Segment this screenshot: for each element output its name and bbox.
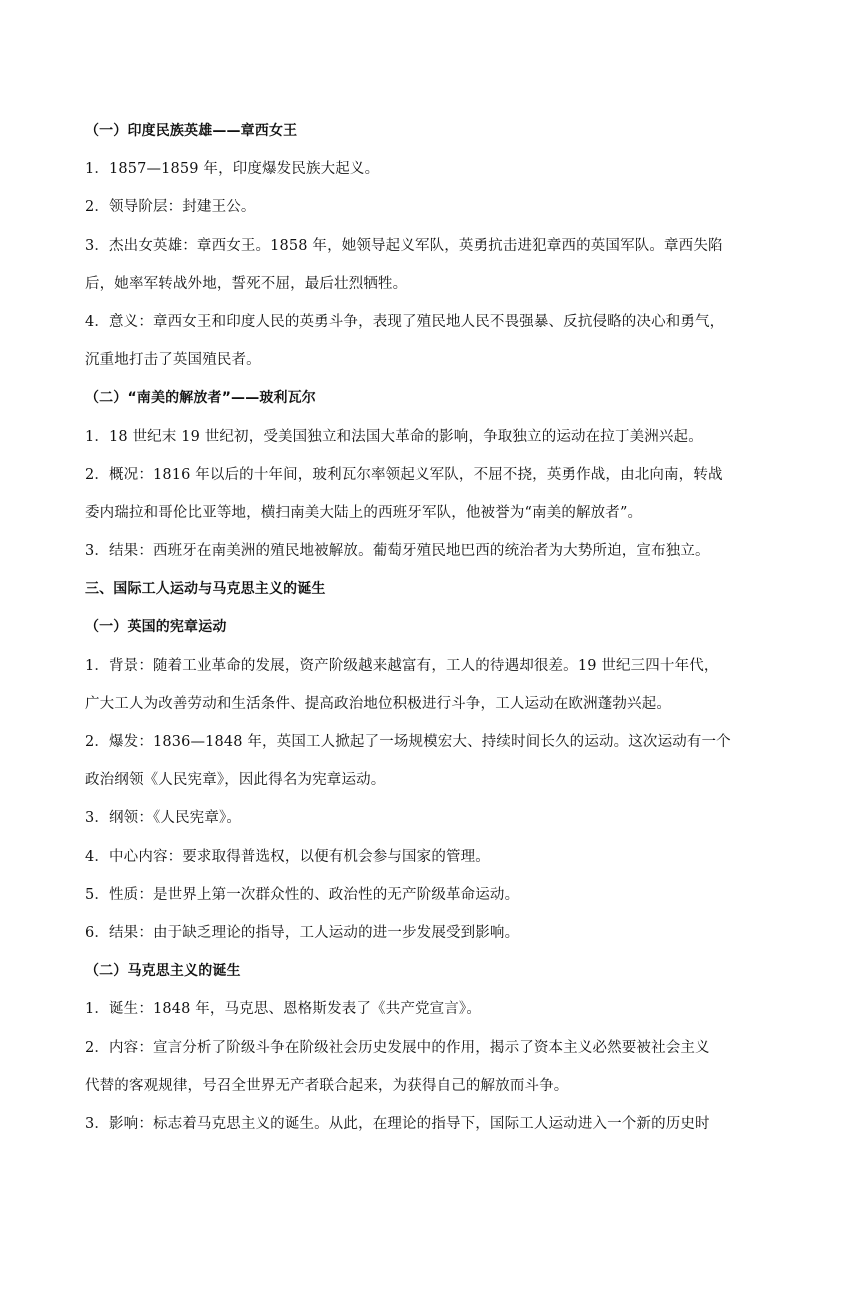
section-heading: （一）英国的宪章运动: [85, 619, 227, 636]
text-line: 代替的客观规律，号召全世界无产者联合起来，为获得自己的解放而斗争。: [85, 1077, 569, 1094]
text-line: 3．纲领：《人民宪章》。: [85, 810, 242, 827]
section-heading: （一）印度民族英雄——章西女王: [85, 123, 298, 139]
text-line: 4．中心内容：要求取得普选权，以便有机会参与国家的管理。: [85, 848, 490, 865]
text-line: 沉重地打击了英国殖民者。: [85, 352, 261, 369]
text-line: 政治纲领《人民宪章》，因此得名为宪章运动。: [85, 772, 386, 789]
text-line: 2．爆发：1836—1848 年，英国工人掀起了一场规模宏大、持续时间长久的运动。这次运动有一个: [85, 734, 731, 750]
text-line: 2．领导阶层：封建王公。: [85, 199, 256, 216]
text-line: 3．结果：西班牙在南美洲的殖民地被解放。葡萄牙殖民地巴西的统治者为大势所迫，宣布独立。: [85, 543, 710, 560]
text-line: 1．背景：随着工业革命的发展，资产阶级越来越富有，工人的待遇却很差。19 世纪三四十年代，: [85, 657, 719, 674]
text-line: 委内瑞拉和哥伦比亚等地，横扫南美大陆上的西班牙军队，他被誉为“南美的解放者”。: [85, 504, 643, 521]
text-line: 3．杰出女英雄：章西女王。1858 年，她领导起义军队，英勇抗击进犯章西的英国军队。章西失陷: [85, 237, 723, 254]
section-heading: （二）马克思主义的诞生: [85, 963, 241, 980]
text-line: 2．内容：宣言分析了阶级斗争在阶级社会历史发展中的作用，揭示了资本主义必然要被社会主义: [85, 1039, 710, 1056]
chapter-heading: 三、国际工人运动与马克思主义的诞生: [85, 581, 326, 598]
text-line: 1．1857—1859 年，印度爆发民族大起义。: [85, 161, 380, 178]
text-line: 3．影响：标志着马克思主义的诞生。从此，在理论的指导下，国际工人运动进入一个新的历史时: [85, 1115, 710, 1132]
text-line: 1．18 世纪末 19 世纪初，受美国独立和法国大革命的影响，争取独立的运动在拉丁美洲兴起。: [85, 428, 703, 445]
text-line: 4．意义：章西女王和印度人民的英勇斗争，表现了殖民地人民不畏强暴、反抗侵略的决心和勇气，: [85, 313, 725, 330]
text-line: 广大工人为改善劳动和生活条件、提高政治地位积极进行斗争，工人运动在欧洲蓬勃兴起。: [85, 695, 671, 712]
text-line: 5．性质：是世界上第一次群众性的、政治性的无产阶级革命运动。: [85, 886, 520, 903]
text-line: 6．结果：由于缺乏理论的指导，工人运动的进一步发展受到影响。: [85, 924, 520, 941]
document-page: [85, 112, 785, 1143]
text-line: 后，她率军转战外地，誓死不屈，最后壮烈牺牲。: [85, 275, 408, 292]
section-heading: （二）“南美的解放者”——玻利瓦尔: [85, 390, 316, 407]
text-line: 1．诞生：1848 年，马克思、恩格斯发表了《共产党宣言》。: [85, 1001, 481, 1018]
text-line: 2．概况：1816 年以后的十年间，玻利瓦尔率领起义军队，不屈不挠，英勇作战，由北向南，转战: [85, 466, 723, 483]
